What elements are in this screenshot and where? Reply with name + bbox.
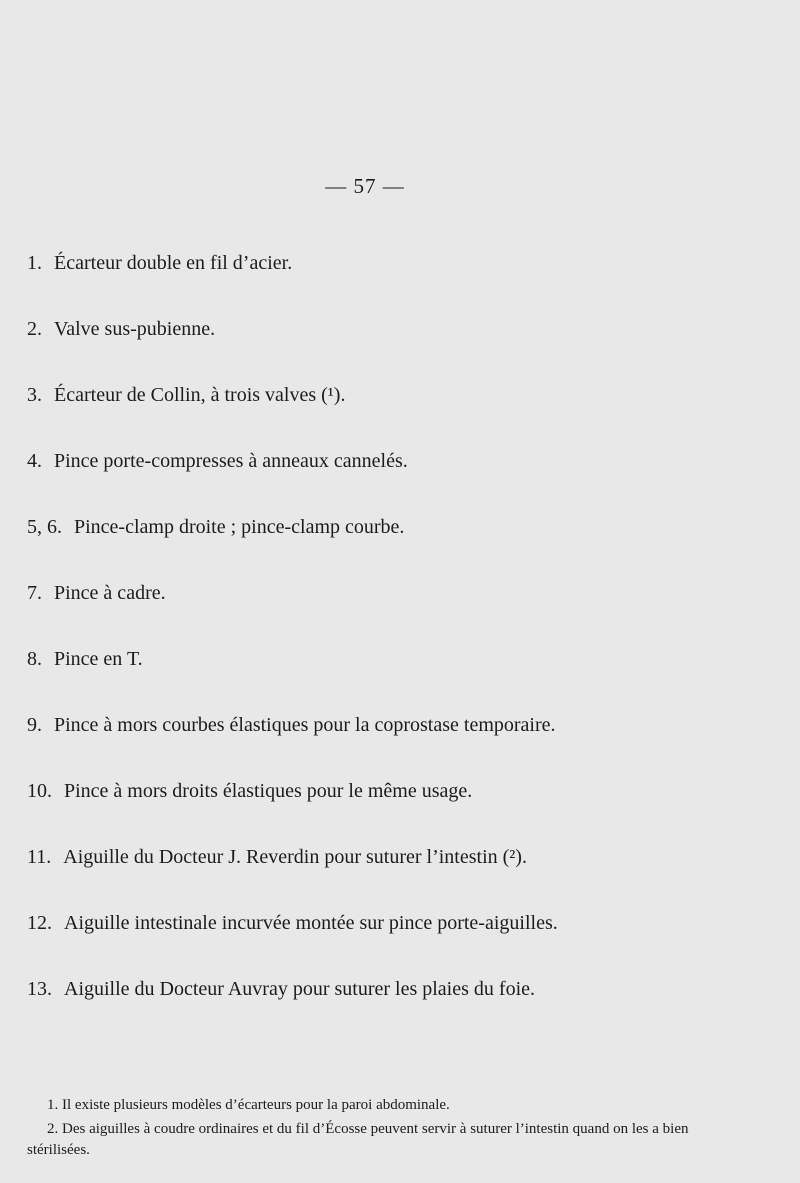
item-text: Pince à mors courbes élastiques pour la coprostase temporaire. xyxy=(54,714,556,736)
item-number: 11. xyxy=(27,846,52,868)
list-item xyxy=(27,578,558,644)
list-item xyxy=(27,380,558,446)
footnote-text: Il existe plusieurs modèles d’écarteurs pour la paroi abdominale. xyxy=(62,1097,450,1113)
footnote xyxy=(27,1095,737,1116)
footnotes xyxy=(27,1095,737,1164)
item-text: Pince à mors droits élastiques pour le même usage. xyxy=(64,780,473,802)
item-text: Valve sus-pubienne. xyxy=(54,318,216,340)
item-text: Aiguille intestinale incurvée montée sur pince porte-aiguilles. xyxy=(64,912,558,934)
page-number: — 57 — xyxy=(325,174,405,198)
footnote-number: 1. xyxy=(47,1097,59,1113)
item-number: 12. xyxy=(27,912,52,934)
item-number: 5, 6. xyxy=(27,516,62,538)
item-number: 9. xyxy=(27,714,42,736)
item-number: 10. xyxy=(27,780,52,802)
item-text: Pince porte-compresses à anneaux cannelés. xyxy=(54,450,408,472)
item-text: Écarteur de Collin, à trois valves (¹). xyxy=(54,384,346,406)
item-text: Écarteur double en fil d’acier. xyxy=(54,252,293,274)
footnote-number: 2. xyxy=(47,1121,59,1137)
item-number: 1. xyxy=(27,252,42,274)
footnote-text: Des aiguilles à coudre ordinaires et du fil d’Écosse peuvent servir à suturer l’intestin quand on les a bien stérilisées. xyxy=(27,1121,689,1158)
item-number: 7. xyxy=(27,582,42,604)
list-item xyxy=(27,314,558,380)
list-item xyxy=(27,974,558,1040)
footnote xyxy=(27,1119,737,1161)
item-text: Pince à cadre. xyxy=(54,582,166,604)
item-number: 4. xyxy=(27,450,42,472)
item-text: Aiguille du Docteur Auvray pour suturer les plaies du foie. xyxy=(64,978,535,1000)
item-text: Aiguille du Docteur J. Reverdin pour suturer l’intestin (²). xyxy=(63,846,527,868)
item-text: Pince-clamp droite ; pince-clamp courbe. xyxy=(74,516,405,538)
plate-legend-list xyxy=(27,248,558,1040)
list-item xyxy=(27,446,558,512)
item-number: 2. xyxy=(27,318,42,340)
list-item xyxy=(27,710,558,776)
list-item xyxy=(27,776,558,842)
list-item xyxy=(27,842,558,908)
list-item xyxy=(27,248,558,314)
item-number: 3. xyxy=(27,384,42,406)
list-item xyxy=(27,644,558,710)
item-text: Pince en T. xyxy=(54,648,143,670)
list-item xyxy=(27,908,558,974)
item-number: 8. xyxy=(27,648,42,670)
item-number: 13. xyxy=(27,978,52,1000)
list-item xyxy=(27,512,558,578)
